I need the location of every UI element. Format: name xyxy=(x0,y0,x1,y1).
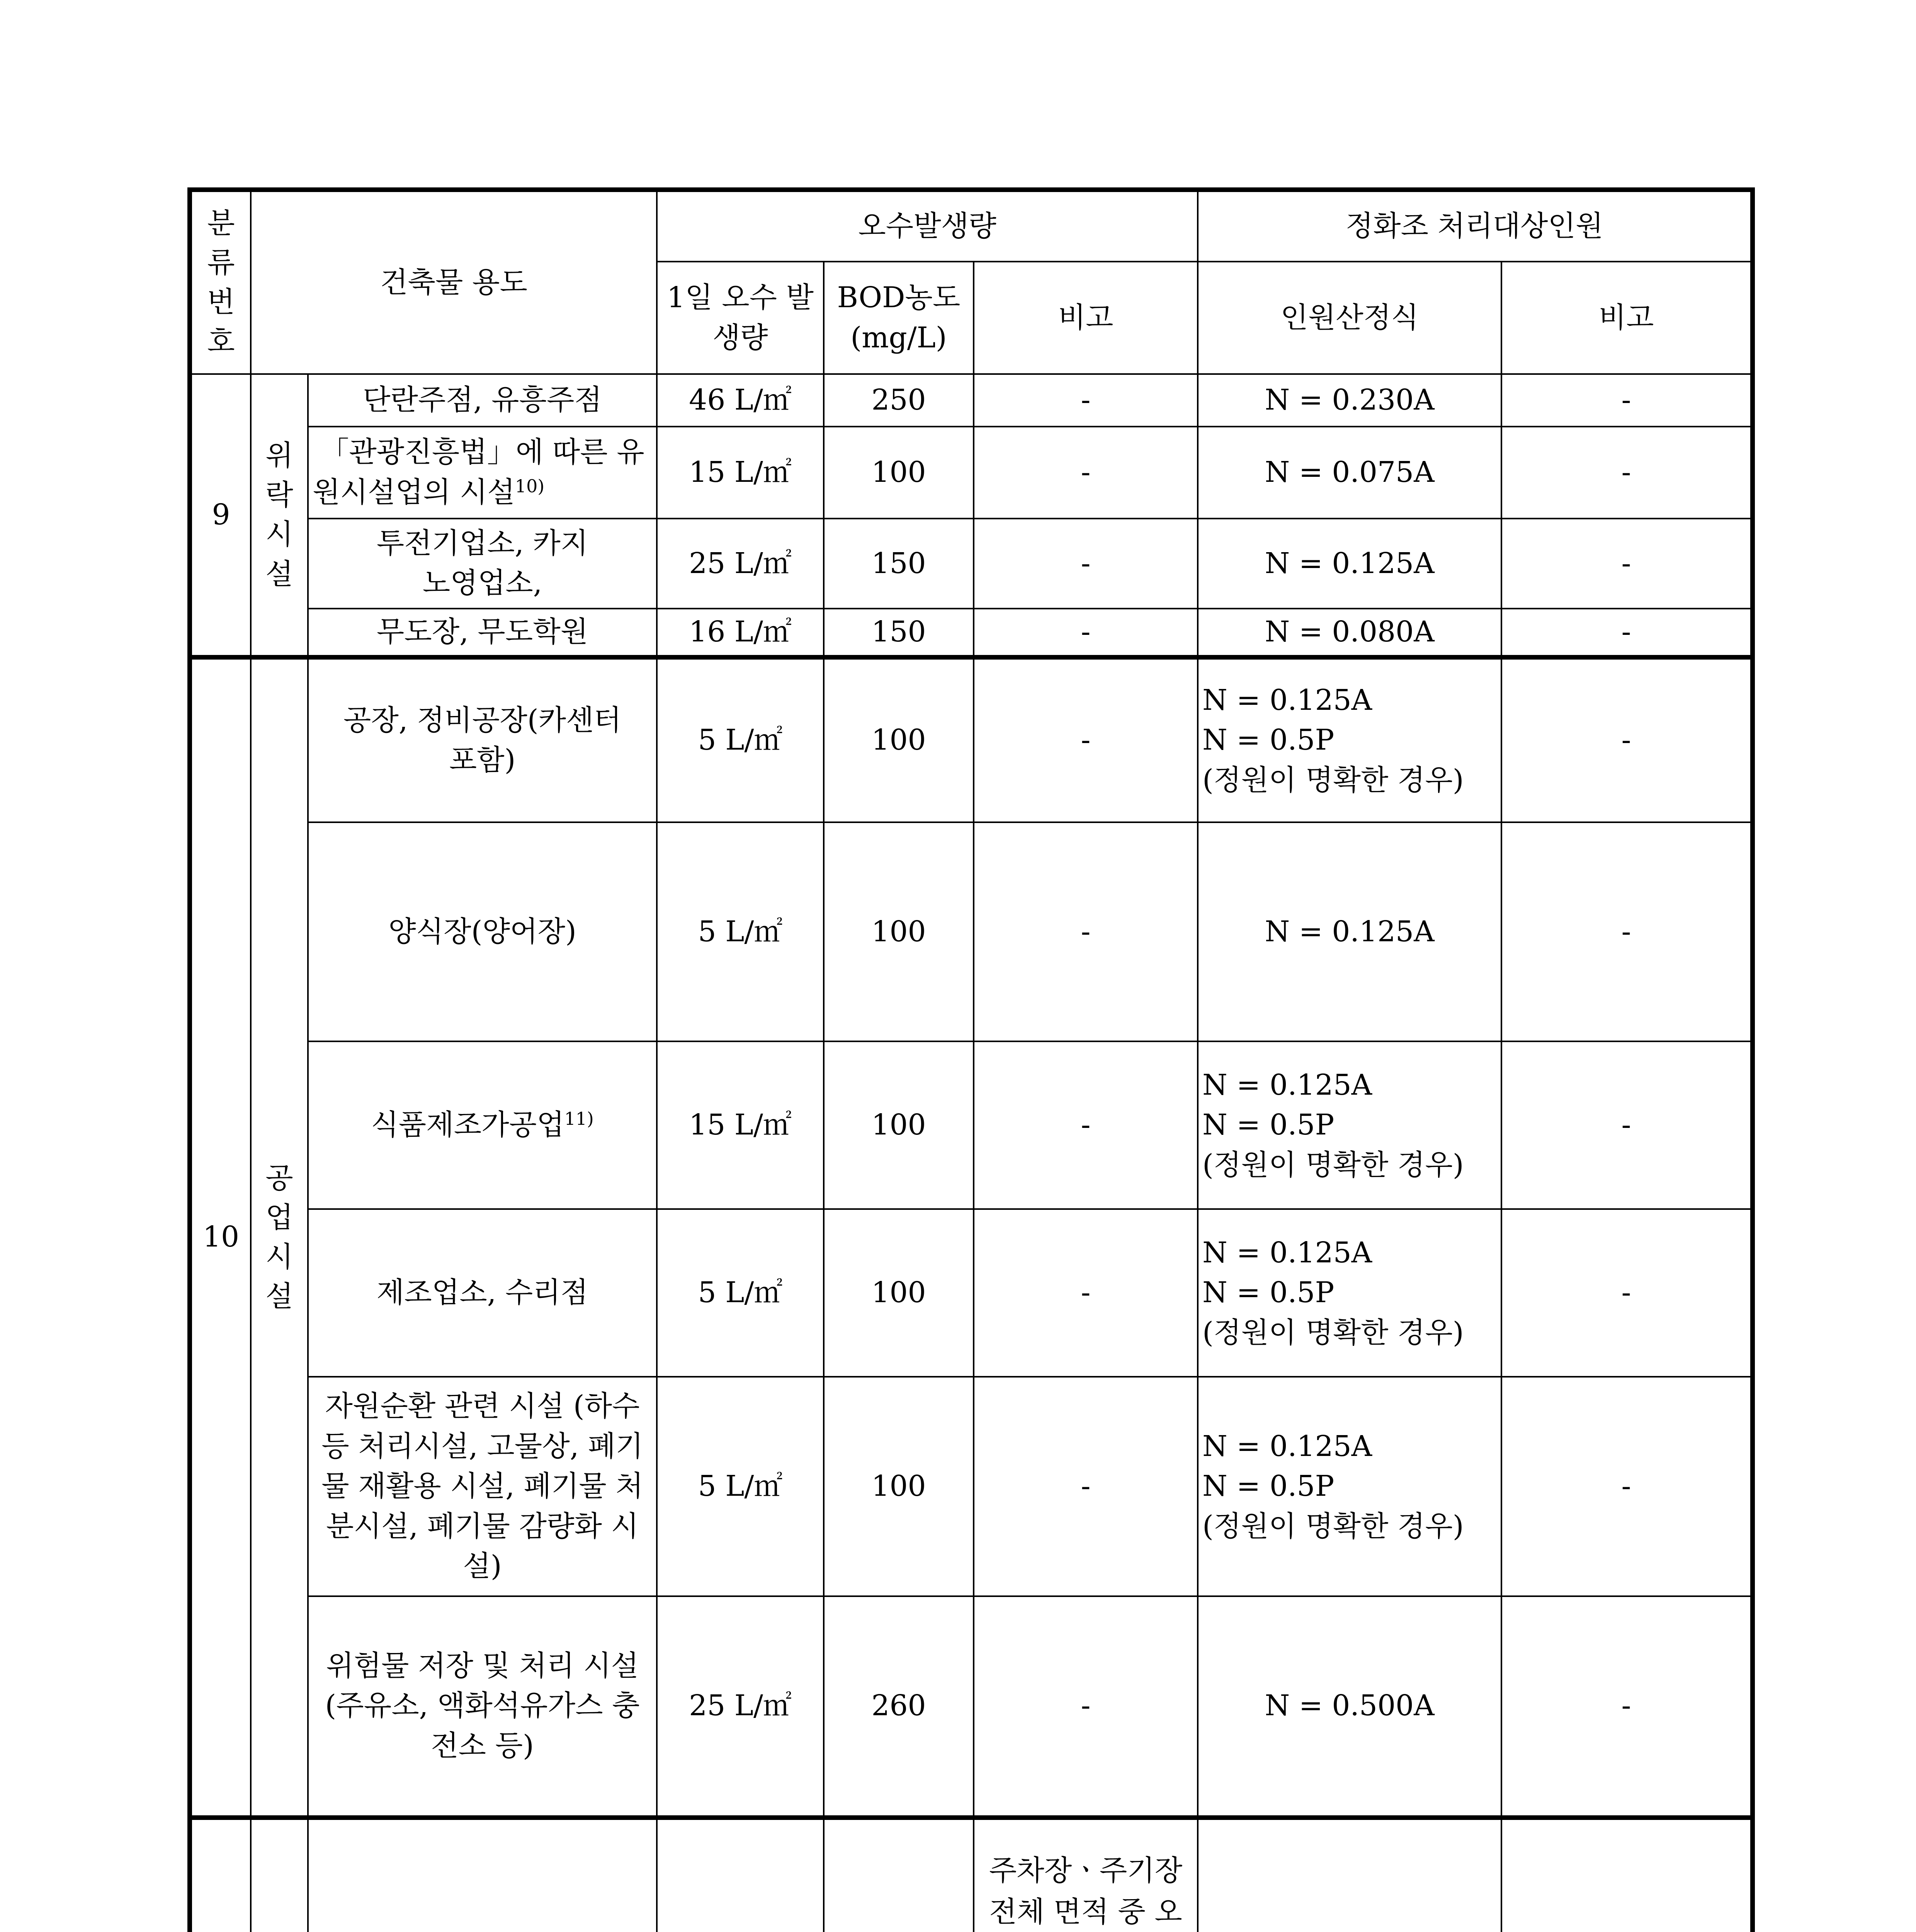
building-use-cell xyxy=(308,1818,657,1932)
daily-sewage-cell: 15 L/㎡ xyxy=(657,1041,824,1209)
daily-sewage-cell: 5 L/㎡ xyxy=(657,1209,824,1377)
building-use-cell: 제조업소, 수리점 xyxy=(308,1209,657,1377)
remark2-cell: - xyxy=(1501,374,1753,427)
table-row xyxy=(190,609,1753,657)
bod-cell: 150 xyxy=(824,519,974,609)
formula-cell: N = 0.080A xyxy=(1198,609,1501,657)
remark-cell: - xyxy=(974,374,1198,427)
daily-sewage-cell: 5 L/㎡ xyxy=(657,657,824,822)
bod-cell: 250 xyxy=(824,374,974,427)
remark-cell: - xyxy=(974,1209,1198,1377)
remark-cell: - xyxy=(974,1041,1198,1209)
formula-cell: N = 0.230A xyxy=(1198,374,1501,427)
bod-cell: 100 xyxy=(824,1377,974,1596)
daily-sewage-cell: 5 L/㎡ xyxy=(657,822,824,1042)
header-row-1 xyxy=(190,190,1753,262)
table-row xyxy=(190,1209,1753,1377)
header-building-use: 건축물 용도 xyxy=(251,190,657,374)
remark-cell: - xyxy=(974,519,1198,609)
header-sewage-volume: 오수발생량 xyxy=(657,190,1198,262)
bod-cell: 150 xyxy=(824,609,974,657)
formula-cell xyxy=(1198,1818,1501,1932)
formula-cell: N = 0.125A N = 0.5P (정원이 명확한 경우) xyxy=(1198,1041,1501,1209)
header-remark2: 비고 xyxy=(1501,262,1753,374)
remark2-cell: - xyxy=(1501,657,1753,822)
group-name: 위락시설 xyxy=(251,374,308,657)
building-use-cell: 공장, 정비공장(카센터 포함) xyxy=(308,657,657,822)
remark2-cell: - xyxy=(1501,609,1753,657)
header-class-no: 분류번호 xyxy=(190,190,251,374)
daily-sewage-cell: 25 L/㎡ xyxy=(657,1596,824,1818)
header-formula: 인원산정식 xyxy=(1198,262,1501,374)
building-use-cell: 자원순환 관련 시설 (하수 등 처리시설, 고물상, 폐기물 재활용 시설, 폐기물 처분시설, 폐기물 감량화 시설) xyxy=(308,1377,657,1596)
table-row xyxy=(190,1596,1753,1818)
daily-sewage-cell: 15 L/㎡ xyxy=(657,427,824,519)
remark-cell: - xyxy=(974,1596,1198,1818)
formula-cell: N = 0.125A xyxy=(1198,519,1501,609)
remark-cell: - xyxy=(974,609,1198,657)
group-name xyxy=(251,1818,308,1932)
bod-cell: 100 xyxy=(824,657,974,822)
remark2-cell: - xyxy=(1501,1596,1753,1818)
table-row xyxy=(190,427,1753,519)
building-use-cell: 위험물 저장 및 처리 시설 (주유소, 액화석유가스 충전소 등) xyxy=(308,1596,657,1818)
daily-sewage-cell: 46 L/㎡ xyxy=(657,374,824,427)
table-row xyxy=(190,1041,1753,1209)
building-use-cell: 투전기업소, 카지노영업소, xyxy=(308,519,657,609)
formula-cell: N = 0.075A xyxy=(1198,427,1501,519)
remark2-cell: - xyxy=(1501,1377,1753,1596)
header-daily-sewage: 1일 오수 발생량 xyxy=(657,262,824,374)
group-number: 10 xyxy=(190,657,251,1818)
daily-sewage-cell: 25 L/㎡ xyxy=(657,519,824,609)
remark2-cell: - xyxy=(1501,1209,1753,1377)
header-septic-persons: 정화조 처리대상인원 xyxy=(1198,190,1753,262)
table-row xyxy=(190,657,1753,822)
formula-cell: N = 0.125A N = 0.5P (정원이 명확한 경우) xyxy=(1198,1209,1501,1377)
bod-cell: 100 xyxy=(824,1209,974,1377)
building-use-cell: 식품제조가공업$^{11)}$ xyxy=(308,1041,657,1209)
remark2-cell: - xyxy=(1501,519,1753,609)
remark-cell: - xyxy=(974,822,1198,1042)
header-remark: 비고 xyxy=(974,262,1198,374)
remark2-cell: - xyxy=(1501,822,1753,1042)
building-use-cell: 무도장, 무도학원 xyxy=(308,609,657,657)
bod-cell xyxy=(824,1818,974,1932)
bod-cell: 260 xyxy=(824,1596,974,1818)
remark-cell: - xyxy=(974,1377,1198,1596)
bod-cell: 100 xyxy=(824,822,974,1042)
daily-sewage-cell: 5 L/㎡ xyxy=(657,1377,824,1596)
building-use-cell: 양식장(양어장) xyxy=(308,822,657,1042)
building-use-cell: 「관광진흥법」에 따른 유원시설업의 시설$^{10)}$ xyxy=(308,427,657,519)
bod-cell: 100 xyxy=(824,1041,974,1209)
table-row xyxy=(190,1377,1753,1596)
building-use-cell: 단란주점, 유흥주점 xyxy=(308,374,657,427)
formula-cell: N = 0.125A N = 0.5P (정원이 명확한 경우) xyxy=(1198,657,1501,822)
group-name: 공업시설 xyxy=(251,657,308,1818)
group-number xyxy=(190,1818,251,1932)
table-row xyxy=(190,519,1753,609)
sewage-generation-table xyxy=(187,187,1755,1932)
remark-cell: 주차장ㆍ주기장 전체 면적 중 오 xyxy=(974,1818,1198,1932)
formula-cell: N = 0.125A N = 0.5P (정원이 명확한 경우) xyxy=(1198,1377,1501,1596)
daily-sewage-cell xyxy=(657,1818,824,1932)
remark2-cell: - xyxy=(1501,1041,1753,1209)
remark-cell: - xyxy=(974,657,1198,822)
table-row xyxy=(190,374,1753,427)
remark-cell: - xyxy=(974,427,1198,519)
header-bod: BOD농도 (mg/L) xyxy=(824,262,974,374)
group-number: 9 xyxy=(190,374,251,657)
remark2-cell xyxy=(1501,1818,1753,1932)
formula-cell: N = 0.500A xyxy=(1198,1596,1501,1818)
formula-cell: N = 0.125A xyxy=(1198,822,1501,1042)
remark2-cell: - xyxy=(1501,427,1753,519)
bod-cell: 100 xyxy=(824,427,974,519)
table-row xyxy=(190,1818,1753,1932)
table-row xyxy=(190,822,1753,1042)
daily-sewage-cell: 16 L/㎡ xyxy=(657,609,824,657)
